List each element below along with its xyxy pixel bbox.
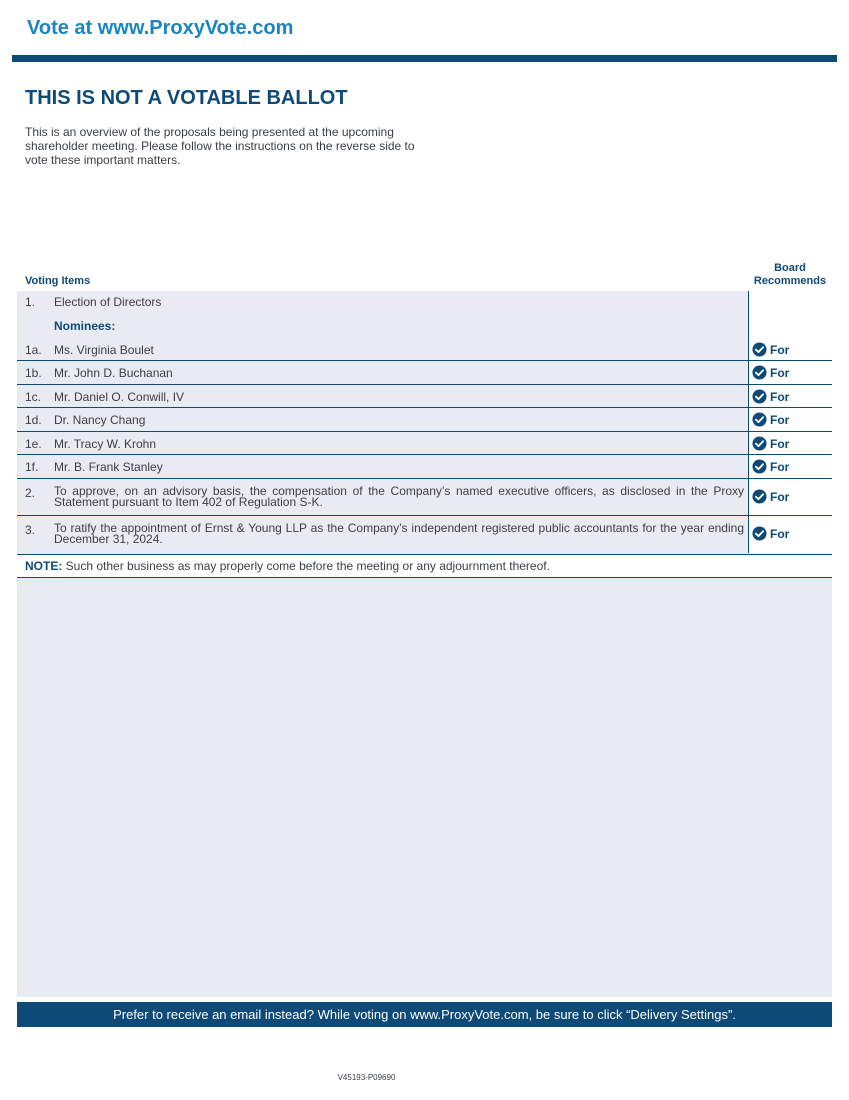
voting-item-2 [17,479,832,516]
nominee-row [17,455,832,479]
item-text: To ratify the appointment of Ernst & Young LLP as the Company’s independent registered public accountants for the year ending December 31, 2024. [54,521,744,546]
board-recommends-header: Board Recommends [753,262,827,287]
item-text: Mr. B. Frank Stanley [54,460,163,474]
recommendation [752,436,789,451]
nominees-label: Nominees: [54,319,116,333]
item-number: 1d. [25,413,42,427]
item-number: 1b. [25,366,42,380]
check-circle-icon [752,436,767,451]
recommendation [752,342,789,357]
item-text: To approve, on an advisory basis, the compensation of the Company’s named executive officers, as disclosed in the Proxy Statement pursuant to Item 402 of Regulation S-K. [54,484,744,509]
recommendation [752,365,789,380]
recommendation [752,459,789,474]
check-circle-icon [752,412,767,427]
nominee-row [17,432,832,455]
item-number: 3. [25,523,36,537]
voting-items-header: Voting Items [25,275,91,287]
note-label: NOTE: [25,559,63,573]
item-number: 1f. [25,460,39,474]
recommend-label: For [770,412,790,427]
nominee-row [17,338,832,361]
nominee-row [17,385,832,408]
vote-url-header: Vote at www.ProxyVote.com [27,17,294,39]
nominee-row [17,361,832,385]
check-circle-icon [752,365,767,380]
check-circle-icon [752,489,767,504]
item-number: 2. [25,486,36,500]
recommend-label: For [770,389,790,404]
voting-item-3 [17,516,832,554]
item-number: 1. [25,295,36,309]
recommendation [752,489,789,504]
item-number: 1e. [25,437,42,451]
intro-text: This is an overview of the proposals being presented at the upcoming shareholder meeting. Please follow the instructions on the reverse side to vote these important matters. [25,125,415,167]
item-text: Mr. Daniel O. Conwill, IV [54,390,185,404]
item-number: 1a. [25,343,42,357]
check-circle-icon [752,389,767,404]
check-circle-icon [752,459,767,474]
note-text: Such other business as may properly come before the meeting or any adjournment thereof. [62,559,550,573]
footer-banner [17,1002,832,1027]
recommend-label: For [770,526,790,541]
recommend-label: For [770,436,790,451]
note-row [17,554,832,578]
page-title: THIS IS NOT A VOTABLE BALLOT [25,87,348,109]
recommend-label: For [770,342,790,357]
recommend-label: For [770,489,790,504]
item-text: Election of Directors [54,295,162,309]
item-text: Mr. Tracy W. Krohn [54,437,157,451]
check-circle-icon [752,526,767,541]
item-text: Ms. Virginia Boulet [54,343,154,357]
voting-item-1 [17,295,832,317]
item-number: 1c. [25,390,42,404]
recommendation [752,389,789,404]
nominee-row [17,408,832,432]
top-divider [12,55,837,62]
document-code: V45193-P09690 [337,1073,396,1082]
recommend-label: For [770,459,790,474]
footer-message: Prefer to receive an email instead? While voting on www.ProxyVote.com, be sure to click “Delivery Settings”. [113,1007,736,1022]
recommendation [752,412,789,427]
recommendation [752,526,789,541]
check-circle-icon [752,342,767,357]
item-text: Mr. John D. Buchanan [54,366,173,380]
recommend-label: For [770,365,790,380]
item-text: Dr. Nancy Chang [54,413,146,427]
